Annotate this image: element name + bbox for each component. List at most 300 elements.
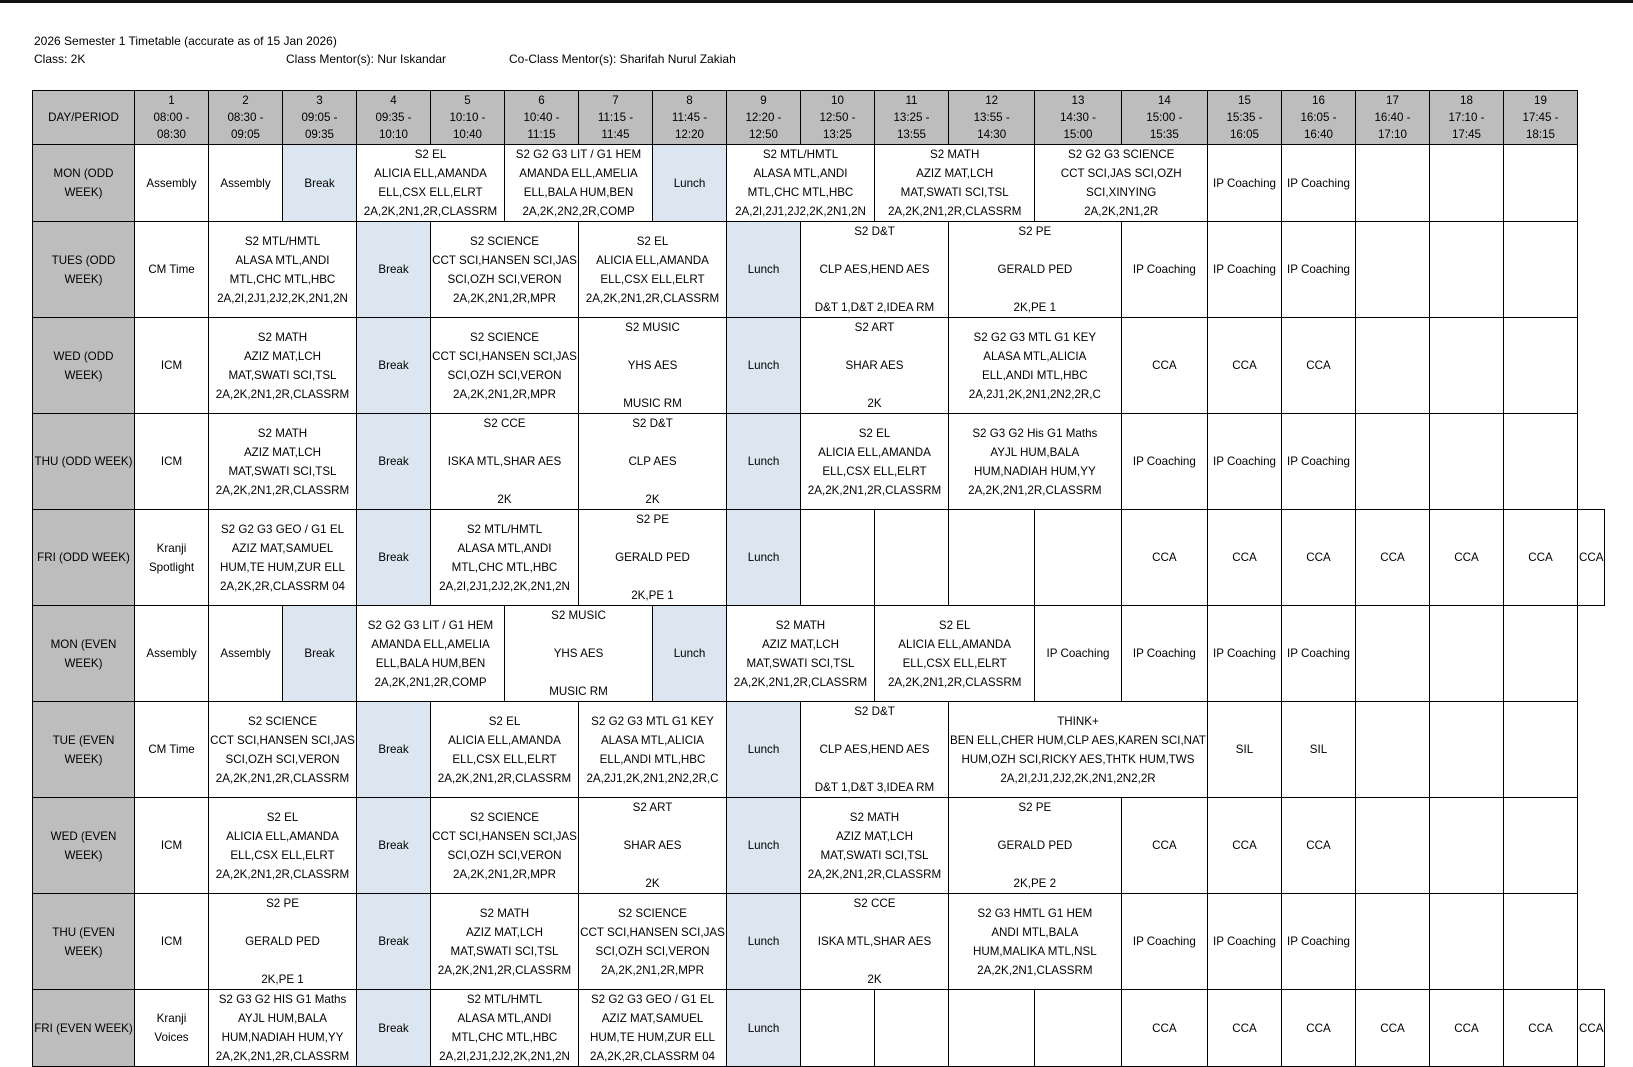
lesson-cell (1356, 510, 1430, 606)
cell-line: 2A,2I,2J1,2J2,2K,2N1,2N2,2R (1000, 771, 1156, 785)
cell-line: CCT SCI,HANSEN SCI,JAS (580, 925, 725, 939)
cell-line: Break (378, 551, 409, 564)
lesson-cell (209, 318, 357, 414)
cell-line: 2A,2K,2N1,2R,CLASSRM (968, 483, 1102, 497)
lesson-cell (949, 318, 1122, 414)
lesson-cell (1121, 414, 1207, 510)
cell-line: SCI,OZH SCI,VERON (595, 944, 710, 958)
cell-line: S2 G2 G3 MTL G1 KEY (973, 330, 1097, 344)
cell-line: CCA (1528, 551, 1553, 564)
cell-line: AZIZ MAT,SAMUEL (231, 541, 334, 555)
lesson-cell (1208, 798, 1282, 894)
cell-line: 2K,PE 2 (1013, 877, 1057, 890)
cell-line: S2 EL (636, 234, 669, 248)
period-header (875, 91, 949, 145)
cell-line: Break (378, 455, 409, 468)
lesson-cell (579, 894, 727, 990)
period-header (209, 91, 283, 145)
lesson-cell (727, 798, 801, 894)
cell-line (802, 241, 947, 260)
cell-line: ELL,CSX ELL,ELRT (902, 656, 1007, 670)
cell-line: CCA (1306, 551, 1331, 564)
cell-line: ELL,BALA HUM,BEN (523, 186, 634, 199)
cell-line: S2 MATH (257, 426, 308, 440)
period-start: 13:25 - (893, 111, 930, 124)
empty-cell (1356, 606, 1430, 702)
period-num: 9 (760, 94, 767, 107)
cell-line: 2A,2K,2N1,2R (1084, 205, 1159, 218)
cell-line: S2 MUSIC (625, 321, 680, 334)
cell-line: MTL,CHC MTL,HBC (747, 186, 854, 199)
cell-line: S2 PE (636, 513, 669, 526)
period-header (357, 91, 431, 145)
cell-line: Break (378, 1021, 409, 1035)
lesson-cell (1208, 702, 1282, 798)
cell-line: 2K (867, 397, 882, 410)
cell-line: Lunch (747, 935, 780, 948)
period-num: 8 (686, 94, 693, 107)
cell-line: ALICIA ELL,AMANDA (898, 637, 1012, 651)
lesson-cell (949, 414, 1122, 510)
lesson-cell (135, 798, 209, 894)
period-start: 11:45 - (671, 111, 708, 124)
cell-line (580, 375, 725, 394)
period-header (949, 91, 1035, 145)
cell-line (802, 279, 947, 298)
period-start: 17:45 - (1522, 111, 1559, 124)
period-header (1504, 91, 1578, 145)
cell-line: S2 G2 G3 LIT / G1 HEM (515, 148, 642, 161)
empty-cell (1504, 318, 1578, 414)
cell-line: SCI,OZH SCI,VERON (447, 272, 562, 286)
cell-line: 2A,2K,2N1,2R,CLASSRM (585, 291, 720, 305)
period-num: 2 (242, 94, 249, 107)
cell-line: S2 G2 G3 LIT / G1 HEM (367, 618, 494, 632)
cell-line: S2 MTL/HMTL (466, 522, 543, 536)
empty-cell (1430, 798, 1504, 894)
cell-line (950, 279, 1120, 298)
empty-cell (875, 510, 949, 606)
cell-line: IP Coaching (1046, 647, 1110, 660)
cell-line: S2 MUSIC (551, 609, 606, 622)
cell-line: ISKA MTL,SHAR AES (817, 935, 932, 948)
lesson-cell (579, 990, 727, 1067)
lesson-cell (209, 894, 357, 990)
lesson-cell (949, 894, 1122, 990)
cell-line: Lunch (747, 839, 780, 852)
empty-cell (1356, 145, 1430, 222)
cell-line: 2A,2K,2R,CLASSRM 04 (589, 1050, 715, 1063)
cell-line: SCI,OZH SCI,VERON (447, 848, 562, 862)
cell-line: IP Coaching (1287, 455, 1350, 468)
cell-line: ELL,CSX ELL,ELRT (378, 186, 483, 199)
day-row (33, 798, 1605, 894)
lesson-cell (801, 222, 949, 318)
cell-line: ALASA MTL,ANDI (753, 167, 848, 180)
cell-line: S2 PE (1018, 801, 1052, 814)
cell-line: CCA (1152, 551, 1177, 564)
lesson-cell (135, 894, 209, 990)
cell-line: 2A,2K,2N1,2R,COMP (374, 675, 487, 689)
cell-line: SCI,OZH SCI,VERON (447, 368, 562, 382)
lesson-cell (727, 222, 801, 318)
cell-line: S2 PE (1018, 225, 1052, 238)
cell-line: S2 MATH (929, 148, 980, 161)
cell-line: MTL,CHC MTL,HBC (451, 1031, 558, 1044)
period-end: 15:35 (1149, 128, 1179, 141)
period-start: 17:10 - (1448, 111, 1485, 124)
cell-line: IP Coaching (1132, 455, 1196, 468)
lesson-cell (209, 990, 357, 1067)
cell-line (950, 241, 1120, 260)
day-row (33, 414, 1605, 510)
period-num: 11 (905, 94, 918, 107)
cell-line (432, 433, 577, 452)
lesson-cell (209, 798, 357, 894)
day-row (33, 222, 1605, 318)
period-num: 4 (390, 94, 397, 107)
day-row (33, 990, 1605, 1067)
cell-line: Break (378, 743, 409, 756)
empty-cell (875, 990, 949, 1067)
cell-line: CM Time (148, 263, 195, 276)
period-end: 14:30 (977, 128, 1007, 141)
lesson-cell (431, 510, 579, 606)
cell-line (802, 759, 947, 778)
lesson-cell (949, 798, 1122, 894)
cell-line: S2 G2 G3 GEO / G1 EL (220, 522, 345, 536)
cell-line: 2K (867, 973, 882, 986)
period-end: 17:45 (1451, 128, 1481, 141)
cell-line (580, 855, 725, 874)
cell-line: THINK+ (1057, 714, 1099, 728)
lesson-cell (1035, 145, 1208, 222)
cell-line: CCT SCI,HANSEN SCI,JAS (432, 253, 577, 267)
cell-line: S2 D&T (854, 705, 895, 718)
lesson-cell (431, 990, 579, 1067)
period-end: 08:30 (156, 128, 186, 141)
lesson-cell (1121, 990, 1207, 1067)
cell-line: S2 ART (854, 321, 895, 334)
lesson-cell (135, 510, 209, 606)
cell-line: Kranji (156, 1012, 187, 1025)
cell-line: ELL,ANDI MTL,HBC (981, 368, 1088, 382)
cell-line: IP Coaching (1213, 647, 1276, 660)
cell-line: D&T 1,D&T 3,IDEA RM (814, 781, 935, 794)
lesson-cell (1430, 510, 1504, 606)
cell-line: 2K,PE 1 (631, 589, 674, 602)
cell-line: S2 MTL/HMTL (244, 234, 321, 248)
cell-line (580, 567, 725, 586)
cell-line: SCI,OZH SCI,VERON (225, 752, 340, 766)
day-row (33, 318, 1605, 414)
lesson-cell (1121, 606, 1207, 702)
cell-line: SCI,XINYING (1086, 186, 1157, 199)
cell-line: 2A,2K,2N1,2R,MPR (452, 867, 557, 881)
day-label: FRI (ODD WEEK) (33, 510, 135, 606)
lesson-cell (801, 894, 949, 990)
cell-line: Assembly (220, 647, 271, 660)
empty-cell (1504, 222, 1578, 318)
lesson-cell (357, 702, 431, 798)
cell-line: 2A,2K,2N1,2R,CLASSRM (215, 867, 350, 881)
cell-line: HUM,NADIAH HUM,YY (973, 464, 1096, 478)
lesson-cell (431, 222, 579, 318)
lesson-cell (1282, 990, 1356, 1067)
lesson-cell (357, 990, 431, 1067)
cell-line: Break (304, 176, 335, 190)
lesson-cell (431, 318, 579, 414)
period-end: 18:15 (1525, 128, 1555, 141)
cell-line: 2K (645, 493, 660, 506)
lesson-cell (431, 894, 579, 990)
lesson-cell (431, 702, 579, 798)
cell-line: MUSIC RM (623, 397, 682, 410)
period-end: 10:40 (452, 128, 482, 141)
cell-line: ELL,CSX ELL,ELRT (452, 752, 557, 766)
cell-line: Assembly (146, 647, 197, 660)
cell-line: Lunch (747, 263, 780, 276)
cell-line: ELL,CSX ELL,ELRT (230, 848, 335, 862)
period-end: 12:50 (748, 128, 778, 141)
cell-line: S2 MATH (257, 330, 308, 344)
cell-line: 2K (497, 493, 512, 506)
lesson-cell (1578, 990, 1605, 1067)
cell-line: 2A,2I,2J1,2J2,2K,2N1,2N (217, 291, 348, 305)
lesson-cell (801, 798, 949, 894)
day-row (33, 606, 1605, 702)
lesson-cell (1282, 798, 1356, 894)
lesson-cell (1208, 414, 1282, 510)
cell-line: S2 CCE (853, 897, 896, 910)
lesson-cell (1121, 318, 1207, 414)
lesson-cell (1208, 990, 1282, 1067)
day-label: THU (ODD WEEK) (33, 414, 135, 510)
lesson-cell (505, 606, 653, 702)
cell-line: 2A,2K,2N1,2R,CLASSRM (887, 675, 1022, 689)
cell-line: AZIZ MAT,LCH (243, 349, 322, 363)
day-label: WED (ODD WEEK) (33, 318, 135, 414)
period-num: 10 (831, 94, 844, 107)
cell-line (802, 337, 947, 356)
cell-line (580, 337, 725, 356)
cell-line (580, 817, 725, 836)
day-row (33, 702, 1605, 798)
period-start: 13:55 - (973, 111, 1010, 124)
empty-cell (1035, 990, 1121, 1067)
cell-line: 2A,2K,2N1,2R,MPR (600, 963, 705, 977)
lesson-cell (1208, 606, 1282, 702)
lesson-cell (1282, 318, 1356, 414)
cell-line: 2A,2I,2J1,2J2,2K,2N1,2N (735, 205, 866, 218)
class-label: Class: 2K (34, 52, 86, 66)
empty-cell (1430, 414, 1504, 510)
cell-line: S2 SCIENCE (470, 234, 539, 248)
lesson-cell (1504, 990, 1578, 1067)
cell-line: IP Coaching (1213, 935, 1276, 948)
cell-line: IP Coaching (1287, 647, 1350, 660)
cell-line: ALASA MTL,ANDI (457, 1012, 552, 1025)
cell-line: CCA (1306, 839, 1331, 852)
empty-cell (1504, 798, 1578, 894)
period-header (1356, 91, 1430, 145)
cell-line: AZIZ MAT,LCH (835, 829, 914, 843)
cell-line (432, 471, 577, 490)
cell-line: HUM,NADIAH HUM,YY (221, 1031, 344, 1044)
cell-line: IP Coaching (1132, 263, 1196, 276)
cell-line (802, 721, 947, 740)
empty-cell (1430, 222, 1504, 318)
lesson-cell (283, 145, 357, 222)
cell-line: S2 MATH (479, 906, 530, 920)
lesson-cell (135, 222, 209, 318)
period-end: 11:15 (527, 128, 556, 141)
lesson-cell (801, 414, 949, 510)
lesson-cell (1282, 222, 1356, 318)
lesson-cell (1208, 318, 1282, 414)
cell-line: CCA (1306, 359, 1331, 372)
cell-line: S2 EL (938, 618, 971, 632)
cell-line: YHS AES (627, 359, 678, 372)
empty-cell (1430, 145, 1504, 222)
empty-cell (1356, 798, 1430, 894)
cell-line: ALASA MTL,ANDI (457, 541, 552, 555)
empty-cell (1356, 894, 1430, 990)
lesson-cell (1282, 606, 1356, 702)
cell-line: CCA (1232, 1021, 1257, 1035)
cell-line: 2K,PE 1 (1013, 301, 1057, 314)
cell-line: MAT,SWATI SCI,TSL (228, 464, 337, 478)
lesson-cell (1282, 894, 1356, 990)
cell-line: MAT,SWATI SCI,TSL (450, 944, 559, 958)
period-start: 12:20 - (745, 111, 782, 124)
lesson-cell (727, 894, 801, 990)
cell-line: AZIZ MAT,SAMUEL (601, 1012, 704, 1025)
period-num: 19 (1534, 94, 1547, 107)
period-header (1035, 91, 1121, 145)
cell-line: YHS AES (553, 647, 604, 660)
cell-line: 2A,2K,2N1,2R,CLASSRM (437, 963, 572, 977)
cell-line: ALASA MTL,ALICIA (983, 349, 1087, 363)
cell-line: S2 MATH (775, 618, 826, 632)
day-label: TUE (EVEN WEEK) (33, 702, 135, 798)
period-num: 16 (1312, 94, 1325, 107)
lesson-cell (1035, 606, 1121, 702)
empty-cell (1356, 318, 1430, 414)
empty-cell (1430, 894, 1504, 990)
lesson-cell (357, 510, 431, 606)
cell-line (950, 855, 1120, 874)
day-row (33, 145, 1605, 222)
period-header (1208, 91, 1282, 145)
timetable (32, 90, 1605, 1067)
cell-line: CCA (1528, 1021, 1553, 1035)
lesson-cell (727, 606, 875, 702)
cell-line: Lunch (673, 176, 706, 190)
period-num: 15 (1238, 94, 1251, 107)
period-end: 16:05 (1229, 128, 1259, 141)
lesson-cell (949, 702, 1208, 798)
lesson-cell (727, 510, 801, 606)
cell-line: ALICIA ELL,AMANDA (374, 167, 487, 180)
cell-line: ICM (160, 455, 183, 468)
cell-line: MAT,SWATI SCI,TSL (900, 186, 1009, 199)
cell-line: Lunch (747, 455, 780, 468)
cell-line: 2A,2K,2N1,CLASSRM (977, 963, 1093, 977)
period-start: 15:00 - (1146, 111, 1183, 124)
cell-line: ALICIA ELL,AMANDA (448, 733, 561, 747)
period-num: 7 (612, 94, 619, 107)
lesson-cell (135, 318, 209, 414)
period-end: 16:40 (1303, 128, 1333, 141)
cell-line: Lunch (747, 359, 780, 372)
period-end: 13:55 (896, 128, 926, 141)
window-top-border (0, 0, 1633, 3)
cell-line: 2A,2K,2N1,2R,CLASSRM (437, 771, 572, 785)
period-end: 10:10 (378, 128, 408, 141)
period-start: 09:05 - (301, 111, 338, 124)
lesson-cell (875, 145, 1035, 222)
lesson-cell (653, 606, 727, 702)
lesson-cell (1208, 145, 1282, 222)
cell-line: CCA (1454, 551, 1479, 564)
lesson-cell (357, 145, 505, 222)
cell-line: ANDI MTL,BALA (991, 925, 1079, 939)
cell-line: IP Coaching (1132, 647, 1196, 660)
lesson-cell (209, 414, 357, 510)
cell-line: HUM,MALIKA MTL,NSL (972, 944, 1097, 958)
period-num: 14 (1157, 94, 1171, 107)
cell-line: 2A,2K,2N1,2R,CLASSRM (363, 205, 498, 218)
lesson-cell (283, 606, 357, 702)
empty-cell (1035, 510, 1121, 606)
lesson-cell (801, 702, 949, 798)
period-header (135, 91, 209, 145)
day-label: MON (EVEN WEEK) (33, 606, 135, 702)
cell-line: SHAR AES (845, 359, 904, 372)
lesson-cell (579, 510, 727, 606)
cell-line: IP Coaching (1132, 935, 1196, 948)
cell-line: S2 ART (632, 801, 673, 814)
day-label: MON (ODD WEEK) (33, 145, 135, 222)
period-start: 09:35 - (375, 111, 412, 124)
cell-line: S2 EL (414, 148, 447, 161)
class-mentor-label: Class Mentor(s): Nur Iskandar (286, 52, 447, 66)
cell-line: S2 G2 G3 GEO / G1 EL (590, 993, 715, 1006)
cell-line: CCA (1152, 839, 1177, 852)
cell-line: CCA (1380, 1021, 1405, 1035)
lesson-cell (579, 222, 727, 318)
cell-line: CCT SCI,HANSEN SCI,JAS (210, 733, 355, 747)
cell-line: Spotlight (148, 560, 195, 574)
cell-line: CCA (1152, 1021, 1177, 1035)
cell-line: AZIZ MAT,LCH (465, 925, 544, 939)
cell-line: Break (378, 263, 409, 276)
day-label: THU (EVEN WEEK) (33, 894, 135, 990)
cell-line (506, 663, 651, 682)
cell-line: S2 SCIENCE (470, 810, 539, 824)
cell-line: 2A,2I,2J1,2J2,2K,2N1,2N (439, 579, 570, 593)
cell-line: CCA (1454, 1021, 1479, 1035)
period-start: 16:05 - (1300, 111, 1337, 124)
cell-line: S2 PE (266, 897, 299, 910)
cell-line: CCT SCI,HANSEN SCI,JAS (432, 349, 577, 363)
cell-line: Lunch (747, 1021, 780, 1035)
cell-line: HUM,OZH SCI,RICKY AES,THTK HUM,TWS (961, 752, 1195, 766)
period-header (1430, 91, 1504, 145)
cell-line: 2A,2J1,2K,2N1,2N2,2R,C (968, 387, 1101, 401)
cell-line: Lunch (747, 743, 780, 756)
